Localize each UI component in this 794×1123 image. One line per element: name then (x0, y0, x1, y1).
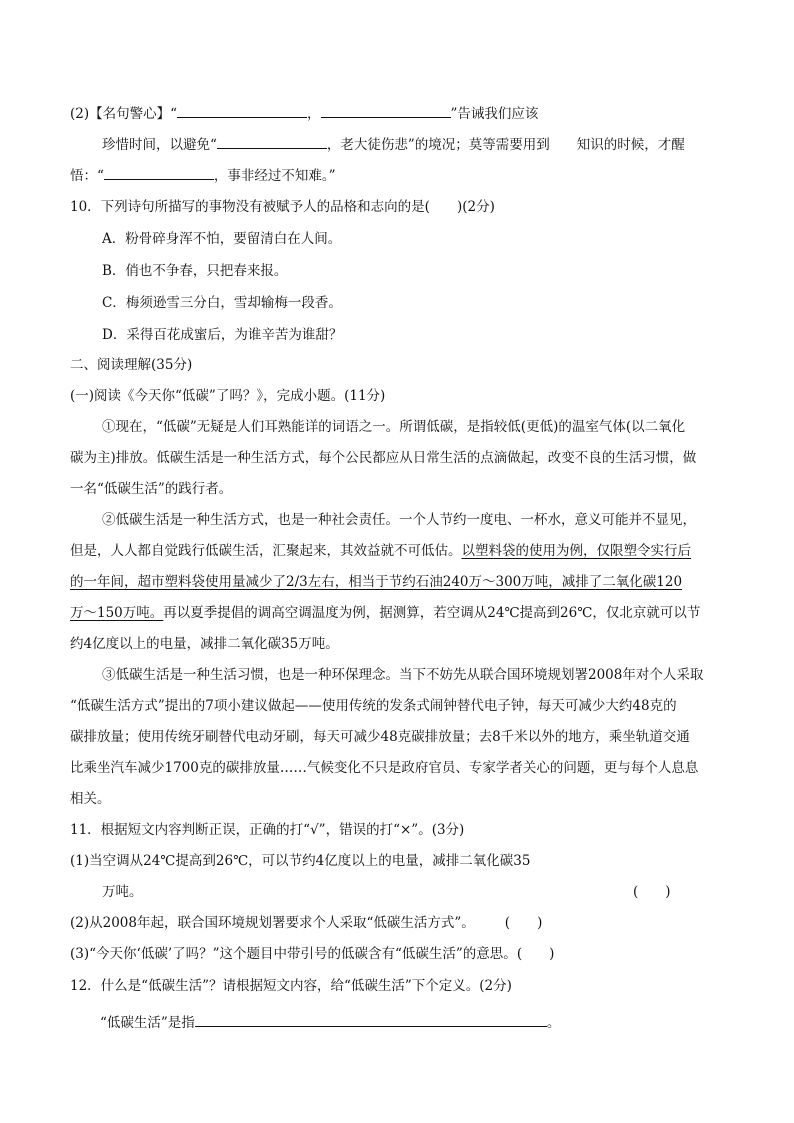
para2-line1: ②低碳生活是一种生活方式，也是一种社会责任。一个人节约一度电、一杯水，意义可能并不显见， (102, 512, 696, 528)
q11-item1-answer-bracket[interactable]: ( ) (633, 884, 671, 900)
q12-answer-line: “低碳生活”是指 。 (100, 1012, 560, 1033)
fill-blank-2[interactable] (321, 103, 451, 118)
q10-option-c[interactable]: C．梅须逊雪三分白，雪却输梅一段香。 (102, 295, 342, 311)
para3-line2: “低碳生活方式”提出的7项小建议做起——使用传统的发条式闹钟替代电子钟，每天可减少大约48克的 (70, 698, 677, 714)
fill-blank-3[interactable] (217, 134, 327, 149)
q10-option-b[interactable]: B．俏也不争春，只把春来报。 (102, 263, 288, 279)
q10-stem: 10．下列诗句所描写的事物没有被赋予人的品格和志向的是( )(2分) (70, 199, 495, 215)
q9-part2-line3: 悟：“ ，事非经过不知难。” (70, 165, 336, 186)
q11-stem: 11．根据短文内容判断正误，正确的打“√”，错误的打“×”。(3分) (70, 822, 465, 838)
q11-item2: (2)从2008年起，联合国环境规划署要求个人采取“低碳生活方式”。 ( ) (70, 915, 543, 931)
underlined-sentence: 的一年间，超市塑料袋使用量减少了2/3左右，相当于节约石油240万～300万吨，减排了二氧化碳120 (70, 574, 683, 590)
fill-blank-4[interactable] (104, 165, 214, 180)
section-heading: 二、阅读理解(35分) (70, 357, 193, 373)
para3-line1: ③低碳生活是一种生活习惯，也是一种环保理念。当下不妨先从联合国环境规划署2008年对个人采取 (102, 667, 704, 683)
q11-item1-line2: 万吨。 (102, 884, 143, 900)
para2-line3 (70, 572, 682, 592)
underlined-sentence: 以塑料袋的使用为例，仅限塑令实行后 (461, 543, 691, 559)
para1-line1: ①现在，“低碳”无疑是人们耳熟能详的词语之一。所谓低碳，是指较低(更低)的温室气体(以二氧化 (102, 419, 686, 435)
q9-part2-line1: (2)【名句警心】“ ， ”告诫我们应该 (70, 103, 538, 124)
q11-item1-line1: (1)当空调从24℃提高到26℃，可以节约4亿度以上的电量，减排二氧化碳35 (70, 853, 531, 869)
q9-part2-line2: 珍惜时间，以避免“ ，老大徒伤悲”的境况；莫等需要用到 知识的时候，才醒 (102, 134, 685, 155)
para1-line3: 一名“低碳生活”的践行者。 (70, 481, 233, 497)
para2-line4: 万～150万吨。再以夏季提倡的调高空调温度为例，据测算，若空调从24℃提高到26℃，仅北京就可以节 (70, 605, 701, 621)
q10-option-a[interactable]: A．粉骨碎身浑不怕，要留清白在人间。 (102, 231, 342, 247)
q12-stem: 12．什么是“低碳生活”？请根据短文内容，给“低碳生活”下个定义。(2分) (70, 978, 512, 994)
underlined-sentence: 万～150万吨。 (70, 605, 164, 621)
para3-line5: 相关。 (70, 791, 111, 807)
q11-item3: (3)“今天你‘低碳’了吗？”这个题目中带引号的低碳含有“低碳生活”的意思。( ) (70, 946, 555, 962)
para3-line4: 比乘坐汽车减少1700克的碳排放量……气候变化不只是政府官员、专家学者关心的问题，更与每个人息息 (70, 760, 699, 776)
para2-line2: 但是，人人都自觉践行低碳生活，汇聚起来，其效益就不可低估。以塑料袋的使用为例，仅限塑令实行后 (70, 543, 691, 559)
para1-line2: 碳为主)排放。低碳生活是一种生活方式，每个公民都应从日常生活的点滴做起，改变不良的生活习惯，做 (70, 450, 697, 466)
q12-answer-blank[interactable] (195, 1012, 547, 1027)
fill-blank-1[interactable] (177, 103, 307, 118)
para2-line5: 约4亿度以上的电量，减排二氧化碳35万吨。 (70, 636, 339, 652)
q11-item3-answer-bracket[interactable]: ( ) (516, 946, 555, 962)
para3-line3: 碳排放量；使用传统牙刷替代电动牙刷，每天可减少48克碳排放量；去8千米以外的地方，乘坐轨道交通 (70, 729, 690, 745)
q10-option-d[interactable]: D．采得百花成蜜后，为谁辛苦为谁甜？ (102, 327, 343, 343)
q11-item2-answer-bracket[interactable]: ( ) (504, 915, 543, 931)
passage-heading: (一)阅读《今天你“低碳”了吗？》，完成小题。(11分) (70, 388, 386, 404)
